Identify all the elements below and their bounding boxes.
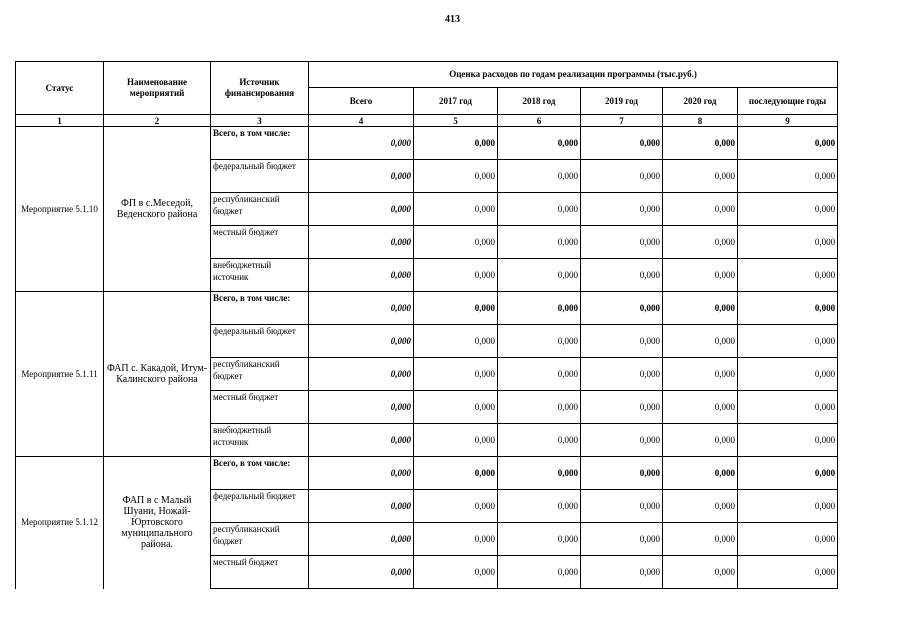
value-later: 0,000 — [738, 127, 838, 160]
value-total: 0,000 — [309, 424, 414, 457]
value-later: 0,000 — [738, 391, 838, 424]
value-2018: 0,000 — [498, 127, 581, 160]
measure-name: ФАП с. Какадой, Итум-Калинского района — [104, 292, 211, 457]
value-total: 0,000 — [309, 193, 414, 226]
source-republic: республиканский бюджет — [211, 193, 309, 226]
value-2017: 0,000 — [414, 490, 498, 523]
value-later: 0,000 — [738, 358, 838, 391]
value-2020: 0,000 — [663, 292, 738, 325]
value-total: 0,000 — [309, 160, 414, 193]
header-2020: 2020 год — [663, 88, 738, 115]
value-2020: 0,000 — [663, 556, 738, 589]
value-total: 0,000 — [309, 292, 414, 325]
value-total: 0,000 — [309, 325, 414, 358]
value-2018: 0,000 — [498, 490, 581, 523]
value-2019: 0,000 — [581, 325, 663, 358]
value-2020: 0,000 — [663, 160, 738, 193]
source-federal: федеральный бюджет — [211, 325, 309, 358]
value-2017: 0,000 — [414, 457, 498, 490]
value-later: 0,000 — [738, 292, 838, 325]
value-total: 0,000 — [309, 523, 414, 556]
value-2018: 0,000 — [498, 292, 581, 325]
measure-name: ФП в с.Меседой, Веденского района — [104, 127, 211, 292]
value-2017: 0,000 — [414, 391, 498, 424]
value-2020: 0,000 — [663, 457, 738, 490]
value-2017: 0,000 — [414, 127, 498, 160]
value-total: 0,000 — [309, 127, 414, 160]
value-2018: 0,000 — [498, 556, 581, 589]
value-2020: 0,000 — [663, 523, 738, 556]
value-total: 0,000 — [309, 226, 414, 259]
value-2017: 0,000 — [414, 358, 498, 391]
header-2019: 2019 год — [581, 88, 663, 115]
value-2020: 0,000 — [663, 424, 738, 457]
budget-table — [15, 61, 838, 589]
value-2020: 0,000 — [663, 490, 738, 523]
value-later: 0,000 — [738, 325, 838, 358]
source-local: местный бюджет — [211, 391, 309, 424]
value-2017: 0,000 — [414, 292, 498, 325]
header-estimate: Оценка расходов по годам реализации программы (тыс.руб.) — [309, 62, 838, 88]
value-2018: 0,000 — [498, 193, 581, 226]
value-total: 0,000 — [309, 391, 414, 424]
value-2019: 0,000 — [581, 127, 663, 160]
value-later: 0,000 — [738, 259, 838, 292]
value-later: 0,000 — [738, 193, 838, 226]
header-status: Статус — [16, 62, 104, 115]
column-number: 7 — [581, 115, 663, 127]
column-numbers-row — [16, 115, 838, 127]
table-row — [16, 127, 838, 160]
table-header — [16, 62, 838, 127]
source-local: местный бюджет — [211, 556, 309, 589]
table-row — [16, 457, 838, 490]
value-2019: 0,000 — [581, 160, 663, 193]
value-later: 0,000 — [738, 490, 838, 523]
column-number: 1 — [16, 115, 104, 127]
value-2019: 0,000 — [581, 391, 663, 424]
value-2019: 0,000 — [581, 424, 663, 457]
value-total: 0,000 — [309, 490, 414, 523]
value-2019: 0,000 — [581, 292, 663, 325]
source-local: местный бюджет — [211, 226, 309, 259]
value-2019: 0,000 — [581, 523, 663, 556]
value-2019: 0,000 — [581, 490, 663, 523]
value-later: 0,000 — [738, 556, 838, 589]
value-2018: 0,000 — [498, 457, 581, 490]
value-2017: 0,000 — [414, 325, 498, 358]
column-number: 6 — [498, 115, 581, 127]
column-number: 5 — [414, 115, 498, 127]
value-total: 0,000 — [309, 358, 414, 391]
header-total: Всего — [309, 88, 414, 115]
value-2018: 0,000 — [498, 325, 581, 358]
table-row — [16, 292, 838, 325]
value-2019: 0,000 — [581, 193, 663, 226]
value-2020: 0,000 — [663, 358, 738, 391]
value-2018: 0,000 — [498, 523, 581, 556]
source-republic: республиканский бюджет — [211, 523, 309, 556]
value-2017: 0,000 — [414, 193, 498, 226]
measure-status: Мероприятие 5.1.11 — [16, 292, 104, 457]
value-2019: 0,000 — [581, 259, 663, 292]
source-all: Всего, в том числе: — [211, 292, 309, 325]
source-federal: федеральный бюджет — [211, 160, 309, 193]
value-2017: 0,000 — [414, 160, 498, 193]
value-2017: 0,000 — [414, 259, 498, 292]
value-2020: 0,000 — [663, 325, 738, 358]
column-number: 9 — [738, 115, 838, 127]
value-later: 0,000 — [738, 424, 838, 457]
value-2020: 0,000 — [663, 226, 738, 259]
value-2020: 0,000 — [663, 391, 738, 424]
value-2018: 0,000 — [498, 391, 581, 424]
source-federal: федеральный бюджет — [211, 490, 309, 523]
source-republic: республиканский бюджет — [211, 358, 309, 391]
header-name: Наименование мероприятий — [104, 62, 211, 115]
value-2018: 0,000 — [498, 160, 581, 193]
measure-status: Мероприятие 5.1.12 — [16, 457, 104, 589]
value-2019: 0,000 — [581, 226, 663, 259]
value-2018: 0,000 — [498, 424, 581, 457]
column-number: 4 — [309, 115, 414, 127]
value-later: 0,000 — [738, 160, 838, 193]
value-2018: 0,000 — [498, 259, 581, 292]
measure-name: ФАП в с Малый Шуани, Ножай-Юртовского муниципального района. — [104, 457, 211, 589]
header-2017: 2017 год — [414, 88, 498, 115]
value-2018: 0,000 — [498, 358, 581, 391]
measure-status: Мероприятие 5.1.10 — [16, 127, 104, 292]
value-total: 0,000 — [309, 457, 414, 490]
value-2019: 0,000 — [581, 457, 663, 490]
column-number: 2 — [104, 115, 211, 127]
value-2020: 0,000 — [663, 259, 738, 292]
column-number: 8 — [663, 115, 738, 127]
value-later: 0,000 — [738, 457, 838, 490]
value-total: 0,000 — [309, 556, 414, 589]
value-later: 0,000 — [738, 226, 838, 259]
value-2020: 0,000 — [663, 127, 738, 160]
value-2020: 0,000 — [663, 193, 738, 226]
source-extra: внебюджетный источник — [211, 424, 309, 457]
value-2017: 0,000 — [414, 556, 498, 589]
header-source: Источник финансирования — [211, 62, 309, 115]
value-total: 0,000 — [309, 259, 414, 292]
value-2019: 0,000 — [581, 358, 663, 391]
page-number: 413 — [445, 14, 460, 25]
source-all: Всего, в том числе: — [211, 127, 309, 160]
value-2017: 0,000 — [414, 226, 498, 259]
value-2019: 0,000 — [581, 556, 663, 589]
value-2017: 0,000 — [414, 424, 498, 457]
value-later: 0,000 — [738, 523, 838, 556]
value-2017: 0,000 — [414, 523, 498, 556]
header-2018: 2018 год — [498, 88, 581, 115]
value-2018: 0,000 — [498, 226, 581, 259]
source-extra: внебюджетный источник — [211, 259, 309, 292]
table-body — [16, 127, 838, 589]
source-all: Всего, в том числе: — [211, 457, 309, 490]
header-later: последующие годы — [738, 88, 838, 115]
column-number: 3 — [211, 115, 309, 127]
